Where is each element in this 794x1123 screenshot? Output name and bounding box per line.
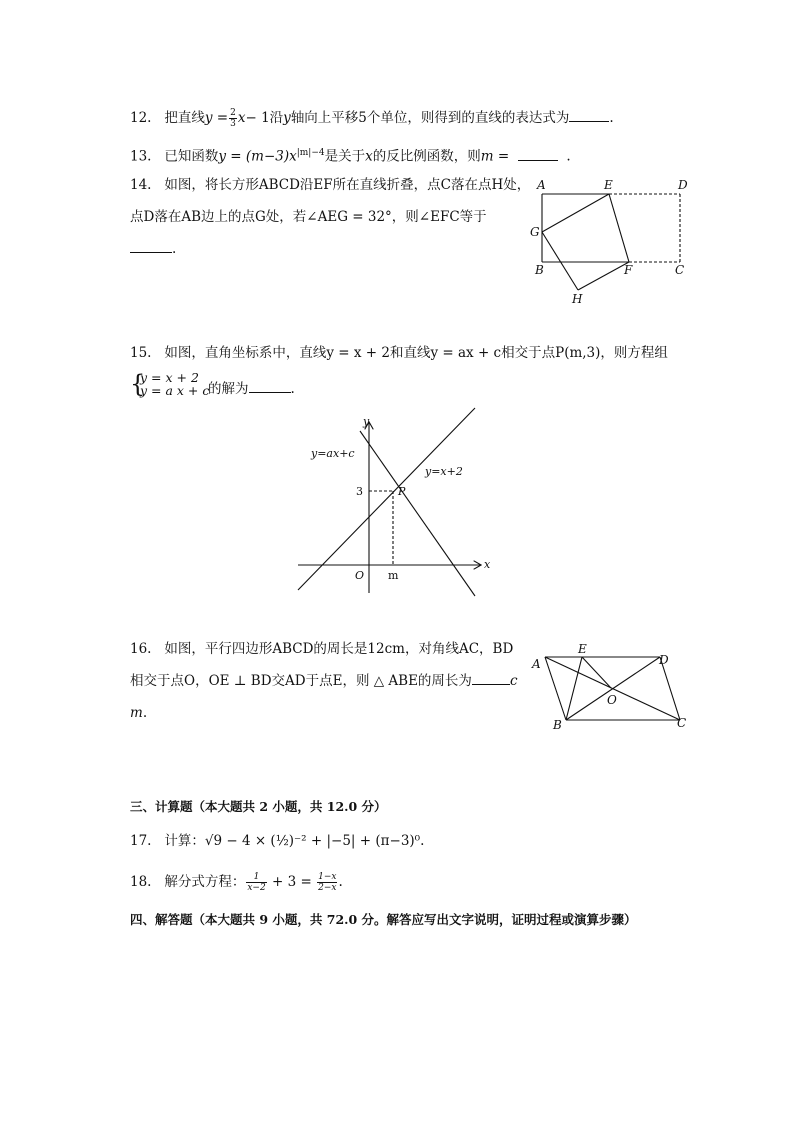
label-e: E bbox=[604, 178, 613, 192]
figure-14-rectangle-fold bbox=[525, 175, 700, 310]
fraction: $\frac{1-x}{2-x}$ bbox=[318, 872, 337, 893]
segment-gh bbox=[542, 232, 578, 290]
label-c: C bbox=[675, 263, 685, 277]
figure-16-parallelogram bbox=[528, 640, 698, 735]
label-o: O bbox=[607, 693, 617, 707]
answer-blank[interactable] bbox=[249, 380, 291, 393]
question-16-line-1: 16. 如图，平行四边形ABCD的周长是12cm，对角线AC，BD bbox=[130, 641, 514, 657]
origin-label: O bbox=[355, 569, 365, 582]
label-d: D bbox=[659, 653, 669, 667]
tick-label-m: m bbox=[388, 569, 399, 582]
question-16-line-2: 相交于点O，OE ⊥ BD交AD于点E，则 △ ABE的周长为 c bbox=[130, 673, 518, 689]
label-b: B bbox=[553, 718, 562, 732]
label-b: B bbox=[535, 263, 544, 277]
line-y-equals-ax-plus-c bbox=[360, 431, 475, 596]
line-label-x-plus-2: y=x+2 bbox=[425, 465, 463, 478]
question-18: 18. 解分式方程： $\frac{1}{x-2}$ + 3 = $\frac{1-x}{2-x}$ . bbox=[130, 872, 343, 893]
label-d: D bbox=[678, 178, 688, 192]
system-brace: { bbox=[130, 370, 146, 398]
question-12: 12. 把直线y = $\frac{2}{3}$ x− 1沿y轴向上平移5个单位，则得到的直线的表达式为 . bbox=[130, 108, 614, 129]
section-heading-answer: 四、解答题（本大题共 9 小题，共 72.0 分。解答应写出文字说明，证明过程或演算步骤） bbox=[130, 912, 637, 927]
question-14-line-2: 点D落在AB边上的点G处，若∠AEG = 32°，则∠EFC等于 bbox=[130, 209, 487, 225]
question-number: 15. bbox=[130, 345, 152, 361]
question-number: 16. bbox=[130, 641, 152, 657]
point-label-p: P bbox=[398, 485, 406, 498]
question-13: 13. 已知函数$y = (m-3)x^{|m|-4}$是关于x的反比例函数，则m = . bbox=[130, 148, 571, 165]
question-number: 14. bbox=[130, 177, 152, 193]
line-y-equals-x-plus-2 bbox=[298, 408, 475, 590]
answer-blank[interactable] bbox=[472, 672, 510, 685]
section-heading-calculation: 三、计算题（本大题共 2 小题，共 12.0 分） bbox=[130, 799, 387, 814]
answer-blank[interactable] bbox=[569, 109, 609, 122]
answer-blank[interactable] bbox=[130, 240, 172, 253]
answer-blank[interactable] bbox=[518, 148, 558, 161]
question-number: 18. bbox=[130, 874, 152, 890]
segment-ef bbox=[609, 194, 629, 262]
question-number: 12. bbox=[130, 110, 152, 126]
label-e: E bbox=[578, 642, 587, 656]
fraction: $\frac{1}{x-2}$ bbox=[247, 872, 266, 893]
question-14-line-3: . bbox=[130, 240, 176, 258]
question-15-line-1: 15. 如图，直角坐标系中，直线y = x + 2和直线y = ax + c相交于点P(m,3)，则方程组 bbox=[130, 345, 668, 361]
question-number: 13. bbox=[130, 148, 152, 165]
fraction: $\frac{2}{3}$ bbox=[230, 108, 236, 129]
figure-15-coordinate-graph bbox=[290, 403, 500, 603]
x-axis-label: x bbox=[484, 558, 491, 571]
tick-label-3: 3 bbox=[356, 485, 363, 498]
side-ab bbox=[545, 657, 566, 720]
label-f: F bbox=[624, 263, 633, 277]
label-a: A bbox=[532, 657, 541, 671]
question-17: 17. 计算：√9 − 4 × (½)⁻² + |−5| + (π−3)⁰. bbox=[130, 833, 425, 849]
segment-eo bbox=[582, 657, 611, 688]
label-a: A bbox=[537, 178, 546, 192]
segment-eg bbox=[542, 194, 609, 232]
question-16-line-3: m. bbox=[130, 705, 148, 721]
question-number: 17. bbox=[130, 833, 152, 849]
label-g: G bbox=[530, 225, 540, 239]
y-axis-label: y bbox=[363, 415, 370, 428]
line-label-ax-plus-c: y=ax+c bbox=[311, 447, 355, 460]
segment-hf bbox=[578, 262, 629, 290]
label-c: C bbox=[677, 716, 687, 730]
label-h: H bbox=[572, 292, 583, 306]
question-14-line-1: 14. 如图，将长方形ABCD沿EF所在直线折叠，点C落在点H处， bbox=[130, 177, 531, 193]
